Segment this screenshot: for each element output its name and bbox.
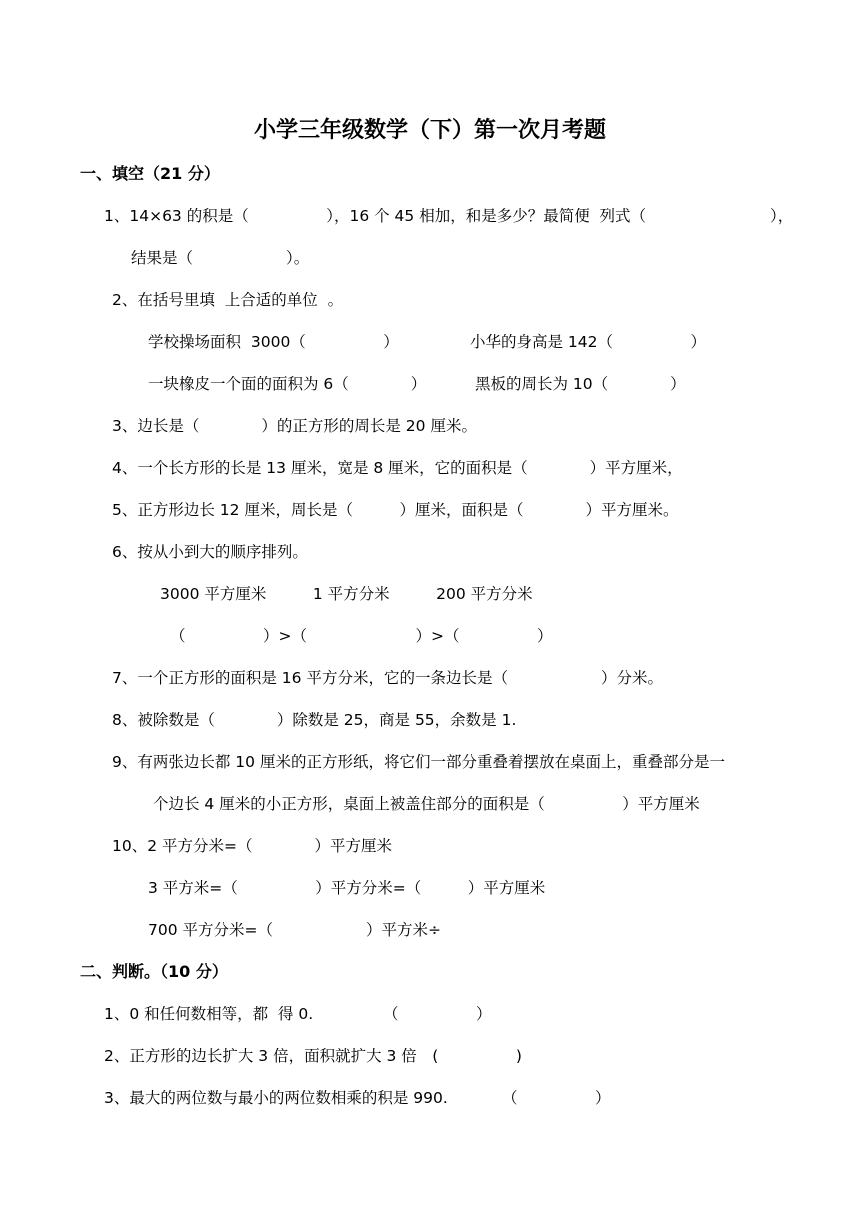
question-10-part-3: 700 平方分米=（ ）平方米÷	[148, 921, 441, 939]
judgement-3: 3、最大的两位数与最小的两位数相乘的积是 990. （ ）	[104, 1089, 611, 1107]
section-heading-true-false: 二、判断。（10 分）	[80, 962, 228, 981]
question-7: 7、一个正方形的面积是 16 平方分米，它的一条边长是（ ）分米。	[112, 669, 663, 687]
judgement-1: 1、0 和任何数相等，都 得 0. （ ）	[104, 1005, 492, 1023]
question-2-item-d: 黑板的周长为 10（ ）	[475, 375, 686, 393]
question-4: 4、一个长方形的长是 13 厘米，宽是 8 厘米，它的面积是（ ）平方厘米，	[112, 459, 683, 477]
question-9-line-1: 9、有两张边长都 10 厘米的正方形纸，将它们一部分重叠着摆放在桌面上，重叠部分是一	[112, 753, 725, 771]
question-1-line-2: 结果是（ ）。	[131, 249, 310, 267]
question-2: 2、在括号里填 上合适的单位 。	[112, 291, 344, 309]
question-2-item-a: 学校操场面积 3000（ ）	[148, 333, 399, 351]
question-5: 5、正方形边长 12 厘米，周长是（ ）厘米，面积是（ ）平方厘米。	[112, 501, 679, 519]
question-2-item-c: 一块橡皮一个面的面积为 6（ ）	[148, 375, 427, 393]
question-9-line-2: 个边长 4 厘米的小正方形，桌面上被盖住部分的面积是（ ）平方厘米	[153, 795, 700, 813]
question-10-part-2: 3 平方米=（ ）平方分米=（ ）平方厘米	[148, 879, 546, 897]
section-heading-fill-blank: 一、填空（21 分）	[80, 164, 220, 183]
question-2-item-b: 小华的身高是 142（ ）	[470, 333, 707, 351]
page-title: 小学三年级数学（下）第一次月考题	[253, 118, 606, 143]
question-8: 8、被除数是（ ）除数是 25，商是 55，余数是 1.	[112, 711, 517, 729]
question-10: 10、2 平方分米=（ ）平方厘米	[112, 837, 393, 855]
question-6-ordering: （ ）>（ ）>（ ）	[170, 627, 553, 645]
question-6: 6、按从小到大的顺序排列。	[112, 543, 308, 561]
question-1-line-1: 1、14×63 的积是（ ），16 个 45 相加，和是多少？最简便 列式（ ），	[104, 207, 794, 225]
question-3: 3、边长是（ ）的正方形的周长是 20 厘米。	[112, 417, 477, 435]
judgement-2: 2、正方形的边长扩大 3 倍，面积就扩大 3 倍 ( )	[104, 1047, 522, 1065]
question-6-values: 3000 平方厘米 1 平方分米 200 平方分米	[160, 585, 533, 603]
